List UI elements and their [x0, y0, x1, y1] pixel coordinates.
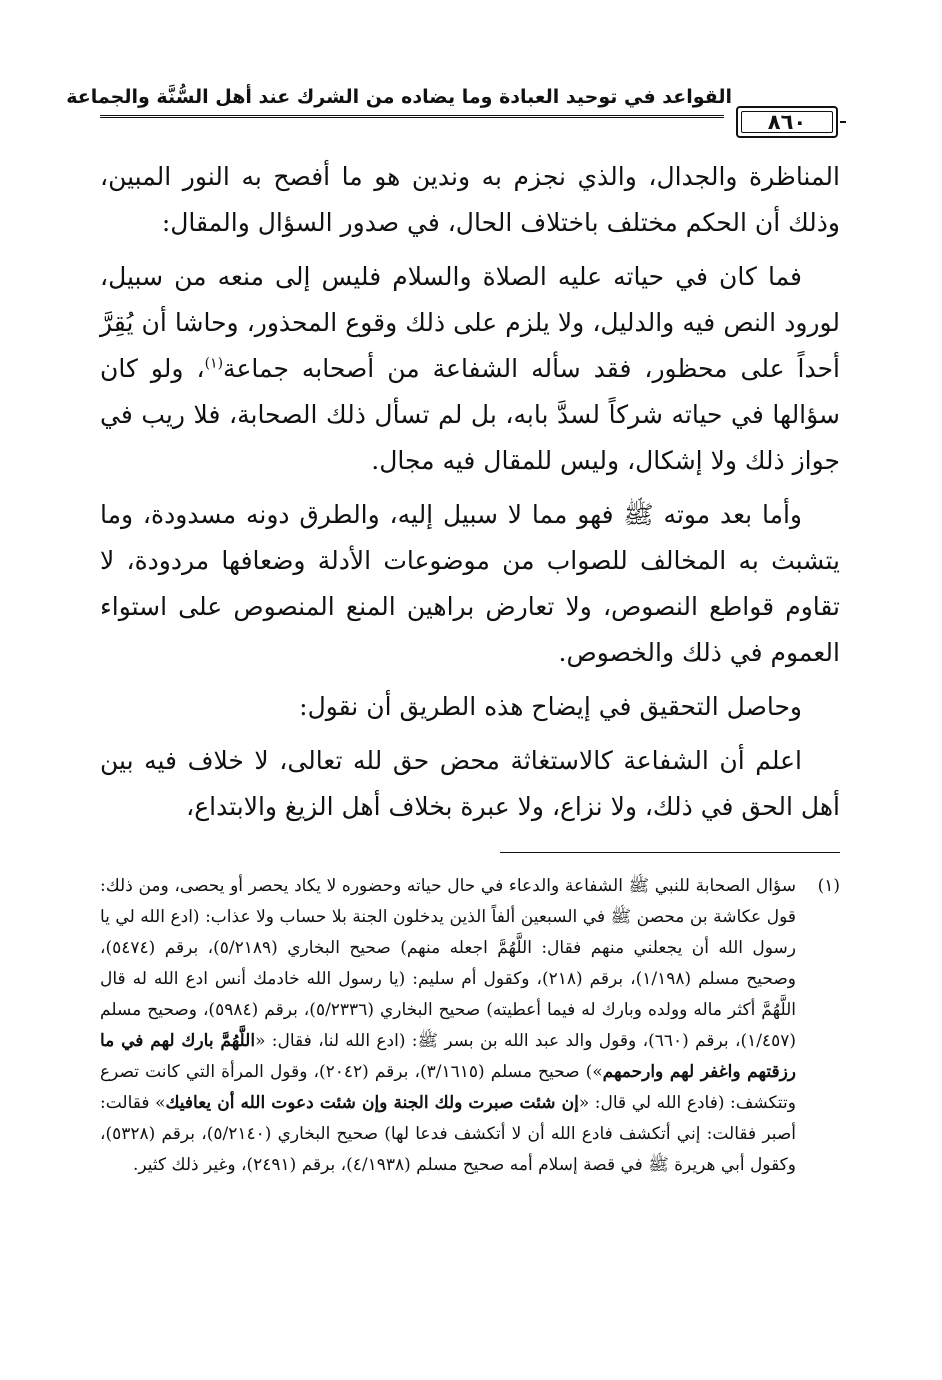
page-number-frame — [736, 106, 838, 138]
paragraph: وأما بعد موته ﷺ فهو مما لا سبيل إليه، والطرق دونه مسدودة، وما يتشبث به المخالف للصواب من موضوعات الأدلة وضعافها مردودة، لا تقاوم قواطع النصوص، ولا تعارض براهين المنع المنصوص على استواء العموم في ذلك والخصوص. — [100, 500, 840, 667]
paragraph: اعلم أن الشفاعة كالاستغاثة محض حق لله تعالى، لا خلاف فيه بين أهل الحق في ذلك، ولا نزاع، ولا عبرة بخلاف أهل الزيغ والابتداع، — [100, 746, 840, 821]
running-title: القواعد في توحيد العبادة وما يضاده من الشرك عند أهل السُّنَّة والجماعة — [66, 86, 732, 108]
header-side-rule — [840, 121, 846, 123]
footnote-reference[interactable]: (١) — [204, 355, 224, 372]
paragraph — [100, 254, 840, 484]
paragraph-text: ، ولو كان سؤالها في حياته شركاً لسدَّ بابه، بل لم تسأل ذلك الصحابة، فلا ريب في جواز ذلك ولا إشكال، وليس للمقال فيه مجال. — [100, 354, 840, 475]
footnote — [100, 871, 840, 1181]
main-text — [100, 154, 840, 830]
book-page — [66, 78, 840, 1181]
paragraph: المناظرة والجدال، والذي نجزم به وندين هو ما أفصح به النور المبين، وذلك أن الحكم مختلف باختلاف الحال، في صدور السؤال والمقال: — [100, 162, 840, 237]
footnote-hadith-quote: اللَّهُمَّ بارك لهم في ما رزقتهم واغفر لهم وارحمهم — [100, 1031, 797, 1082]
page-number: ٨٦٠ — [767, 110, 807, 134]
footnote-hadith-quote: إن شئت صبرت ولك الجنة وإن شئت دعوت الله أن يعافيك — [165, 1093, 579, 1113]
paragraph: وحاصل التحقيق في إيضاح هذه الطريق أن نقول: — [299, 692, 802, 721]
footnote-text: سؤال الصحابة للنبي ﷺ الشفاعة والدعاء في حال حياته وحضوره لا يكاد يحصر أو يحصى، ومن ذلك: قول عكاشة بن محصن ﷺ في السبعين ألفاً الذين يدخلون الجنة بلا حساب ولا عذاب: (ادع الله لي يا رسول الله أن يجعلني منهم فقال: اللَّهُمَّ اجعله منهم) صحيح البخاري (٥/٢١٨٩)، برقم (٥٤٧٤)، وصحيح مسلم (١/١٩٨)، برقم (٢١٨)، وكقول أم سليم: (يا رسول الله خادمك أنس ادع الله له قال اللَّهُمَّ أكثر ماله وولده وبارك له فيما أعطيته) صحيح البخاري (٥/٢٣٣٦)، برقم (٥٩٨٤)، وصحيح مسلم (١/٤٥٧)، برقم (٦٦٠)، وقول والد عبد الله بن بسر ﷺ: (ادع الله لنا، فقال: « — [100, 876, 796, 1051]
paragraph-text: فما كان في حياته عليه الصلاة والسلام فليس إلى منعه من سبيل، لورود النص فيه والدليل، ولا يلزم على ذلك وقوع المحذور، وحاشا أن يُقِرَّ أحداً على محظور، فقد سأله الشفاعة من أصحابه جماعة — [100, 262, 840, 383]
page-header — [66, 78, 840, 148]
footnote-divider — [500, 852, 840, 853]
header-rule — [100, 115, 724, 120]
footnote-number: (١) — [817, 876, 840, 896]
footnote-text: ») صحيح مسلم (٣/١٦١٥)، برقم (٢٠٤٢)، وقول المرأة التي كانت تصرع وتتكشف: (فادع الله لي قال: « — [100, 1062, 796, 1113]
footnote-text: » فقالت: أصبر فقالت: إني أتكشف فادع الله أن لا أتكشف فدعا لها) صحيح البخاري (٥/٢١٤٠)، برقم (٥٣٢٨)، وكقول أبي هريرة ﷺ في قصة إسلام أمه صحيح مسلم (٤/١٩٣٨)، برقم (٢٤٩١)، وغير ذلك كثير. — [100, 1093, 796, 1175]
